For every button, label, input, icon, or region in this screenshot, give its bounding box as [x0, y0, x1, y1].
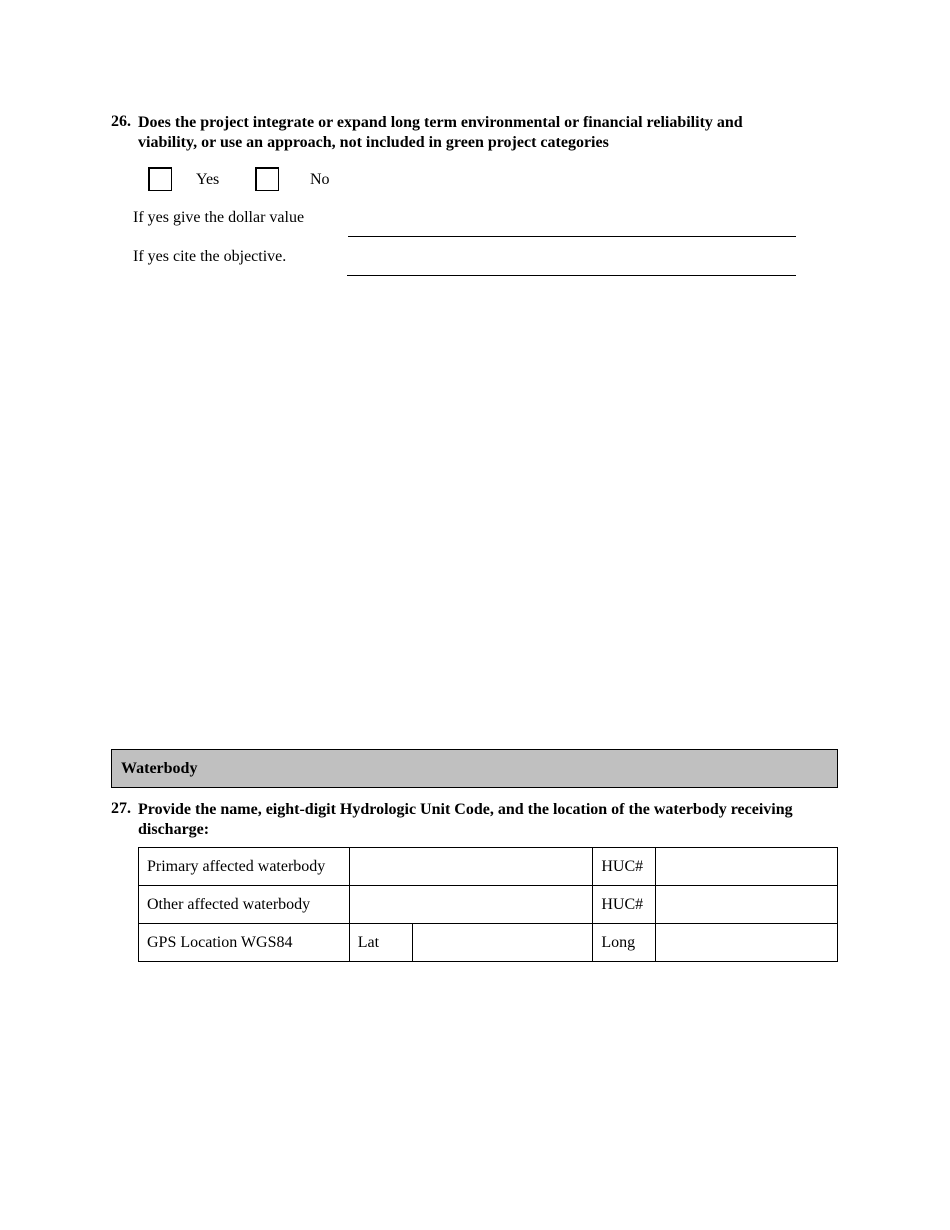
yes-label: Yes [196, 171, 220, 188]
no-checkbox[interactable] [255, 167, 279, 191]
other-huc-label: HUC# [593, 886, 656, 924]
lat-input[interactable] [412, 924, 593, 962]
question-26-number: 26. [111, 113, 131, 130]
table-row [139, 886, 838, 924]
primary-huc-label: HUC# [593, 848, 656, 886]
no-label: No [310, 171, 330, 188]
question-26-text-line2: viability, or use an approach, not included in green project categories [138, 134, 609, 151]
yes-checkbox[interactable] [148, 167, 172, 191]
question-27-text-line2: discharge: [138, 821, 210, 838]
dollar-value-field[interactable] [348, 236, 796, 237]
primary-huc-input[interactable] [656, 848, 838, 886]
waterbody-table [138, 847, 838, 962]
table-row [139, 924, 838, 962]
primary-waterbody-label: Primary affected waterbody [139, 848, 350, 886]
dollar-value-label: If yes give the dollar value [133, 209, 305, 226]
question-26-text-line1: Does the project integrate or expand long term environmental or financial reliability and [138, 114, 743, 131]
lat-label: Lat [349, 924, 412, 962]
other-waterbody-label: Other affected waterbody [139, 886, 350, 924]
other-waterbody-input[interactable] [349, 886, 593, 924]
question-27-text-line1: Provide the name, eight-digit Hydrologic Unit Code, and the location of the waterbody receiving [138, 801, 793, 818]
other-huc-input[interactable] [656, 886, 838, 924]
objective-field[interactable] [347, 275, 796, 276]
section-title: Waterbody [121, 760, 198, 777]
table-row [139, 848, 838, 886]
long-label: Long [593, 924, 656, 962]
waterbody-section-header [111, 749, 838, 788]
gps-location-label: GPS Location WGS84 [139, 924, 350, 962]
long-input[interactable] [656, 924, 838, 962]
question-27-number: 27. [111, 800, 131, 817]
objective-label: If yes cite the objective. [133, 248, 287, 265]
primary-waterbody-input[interactable] [349, 848, 593, 886]
